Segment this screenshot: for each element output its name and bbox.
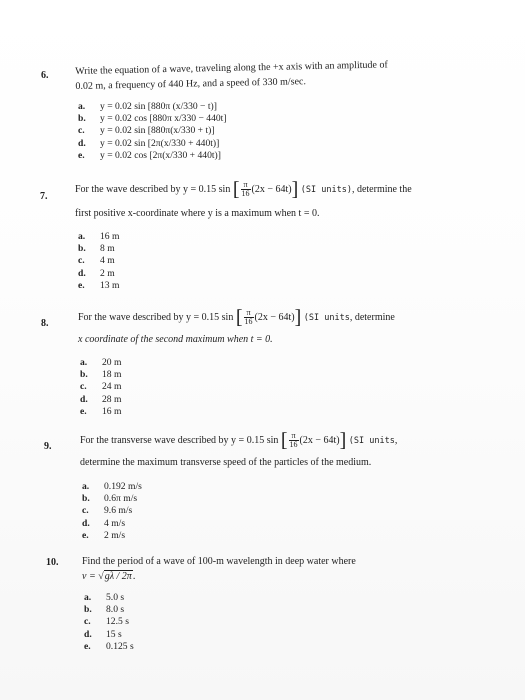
option-a[interactable]: a. 20 m: [80, 357, 122, 368]
option-b[interactable]: b. 0.6π m/s: [82, 493, 138, 505]
question-number: 9.: [44, 441, 52, 452]
stem-line-2: determine the maximum transverse speed of the particles of the medium.: [80, 457, 372, 468]
option-a[interactable]: a. y = 0.02 sin [880π (x/330 − t)]: [78, 101, 217, 112]
question-number: 10.: [46, 557, 59, 568]
stem-line: 0.02 m, a frequency of 440 Hz, and a speed of 330 m/sec.: [75, 76, 307, 92]
option-c[interactable]: c. 24 m: [80, 381, 122, 393]
option-e[interactable]: e. 16 m: [80, 405, 122, 417]
option-b[interactable]: b. 8.0 s: [84, 604, 125, 616]
option-e[interactable]: e. 13 m: [78, 279, 120, 291]
stem-line: Write the equation of a wave, traveling along the +x axis with an amplitude of: [75, 59, 388, 77]
answer-options: [78, 101, 227, 162]
question-number: 8.: [41, 318, 49, 329]
question-stem: [78, 306, 395, 347]
stem-line-1: Find the period of a wave of 100-m wavelength in deep water where: [82, 556, 356, 567]
option-c[interactable]: c. 9.6 m/s: [82, 505, 133, 517]
option-a[interactable]: a. 0.192 m/s: [82, 481, 142, 492]
question-number: 7.: [40, 191, 48, 202]
option-a[interactable]: a. 16 m: [78, 231, 120, 242]
question-stem: [82, 554, 356, 584]
left-bracket: [: [280, 429, 288, 452]
option-b[interactable]: b. 8 m: [78, 243, 115, 255]
fraction: $\frac{\pi}{16}$: [244, 308, 253, 326]
left-bracket: [: [232, 178, 240, 201]
right-bracket: ]: [291, 178, 299, 201]
right-bracket: ]: [339, 429, 347, 452]
stem-line-2: first positive x-coordinate where y is a maximum when t = 0.: [75, 208, 320, 219]
option-a[interactable]: a. 5.0 s: [84, 592, 125, 603]
option-d[interactable]: d. 28 m: [80, 393, 122, 405]
option-c[interactable]: c. 12.5 s: [84, 616, 129, 628]
square-root: √gλ / 2π: [98, 571, 132, 582]
option-d[interactable]: d. 2 m: [78, 267, 115, 279]
option-c[interactable]: c. 4 m: [78, 255, 115, 267]
question-stem: [75, 178, 412, 221]
option-b[interactable]: b. y = 0.02 cos [880π x/330 − 440t]: [78, 113, 227, 125]
fraction: $\frac{\pi}{16}$: [241, 180, 250, 198]
option-e[interactable]: e. 0.125 s: [84, 640, 134, 652]
answer-options: [82, 481, 142, 542]
option-e[interactable]: e. 2 m/s: [82, 529, 126, 541]
option-d[interactable]: d. y = 0.02 sin [2π(x/330 + 440t)]: [78, 137, 220, 149]
stem-line-1: For the wave described by y = 0.15 sin [ $\frac{\pi}{16}$ (2x − 64t)] (SI units), determine the: [75, 178, 412, 201]
option-c[interactable]: c. y = 0.02 sin [880π(x/330 + t)]: [78, 125, 215, 137]
stem-line-1: For the wave described by y = 0.15 sin [ $\frac{\pi}{16}$ (2x − 64t)] (SI units, determine: [78, 306, 395, 329]
question-number: 6.: [41, 70, 49, 81]
left-bracket: [: [235, 306, 243, 329]
option-d[interactable]: d. 4 m/s: [82, 517, 126, 529]
stem-line-2: x coordinate of the second maximum when t = 0.: [78, 334, 273, 345]
option-e[interactable]: e. y = 0.02 cos [2π(x/330 + 440t)]: [78, 149, 221, 161]
question-stem: [75, 57, 388, 94]
answer-options: [84, 592, 134, 653]
question-stem: [80, 429, 398, 470]
stem-line-1: For the transverse wave described by y = 0.15 sin [ $\frac{\pi}{16}$ (2x − 64t)] (SI units,: [80, 429, 398, 452]
answer-options: [78, 231, 119, 292]
answer-options: [80, 357, 121, 418]
fraction: $\frac{\pi}{16}$: [289, 431, 298, 449]
right-bracket: ]: [294, 306, 302, 329]
option-b[interactable]: b. 18 m: [80, 369, 122, 381]
stem-line-2: v = √gλ / 2π.: [82, 571, 136, 582]
option-d[interactable]: d. 15 s: [84, 628, 122, 640]
